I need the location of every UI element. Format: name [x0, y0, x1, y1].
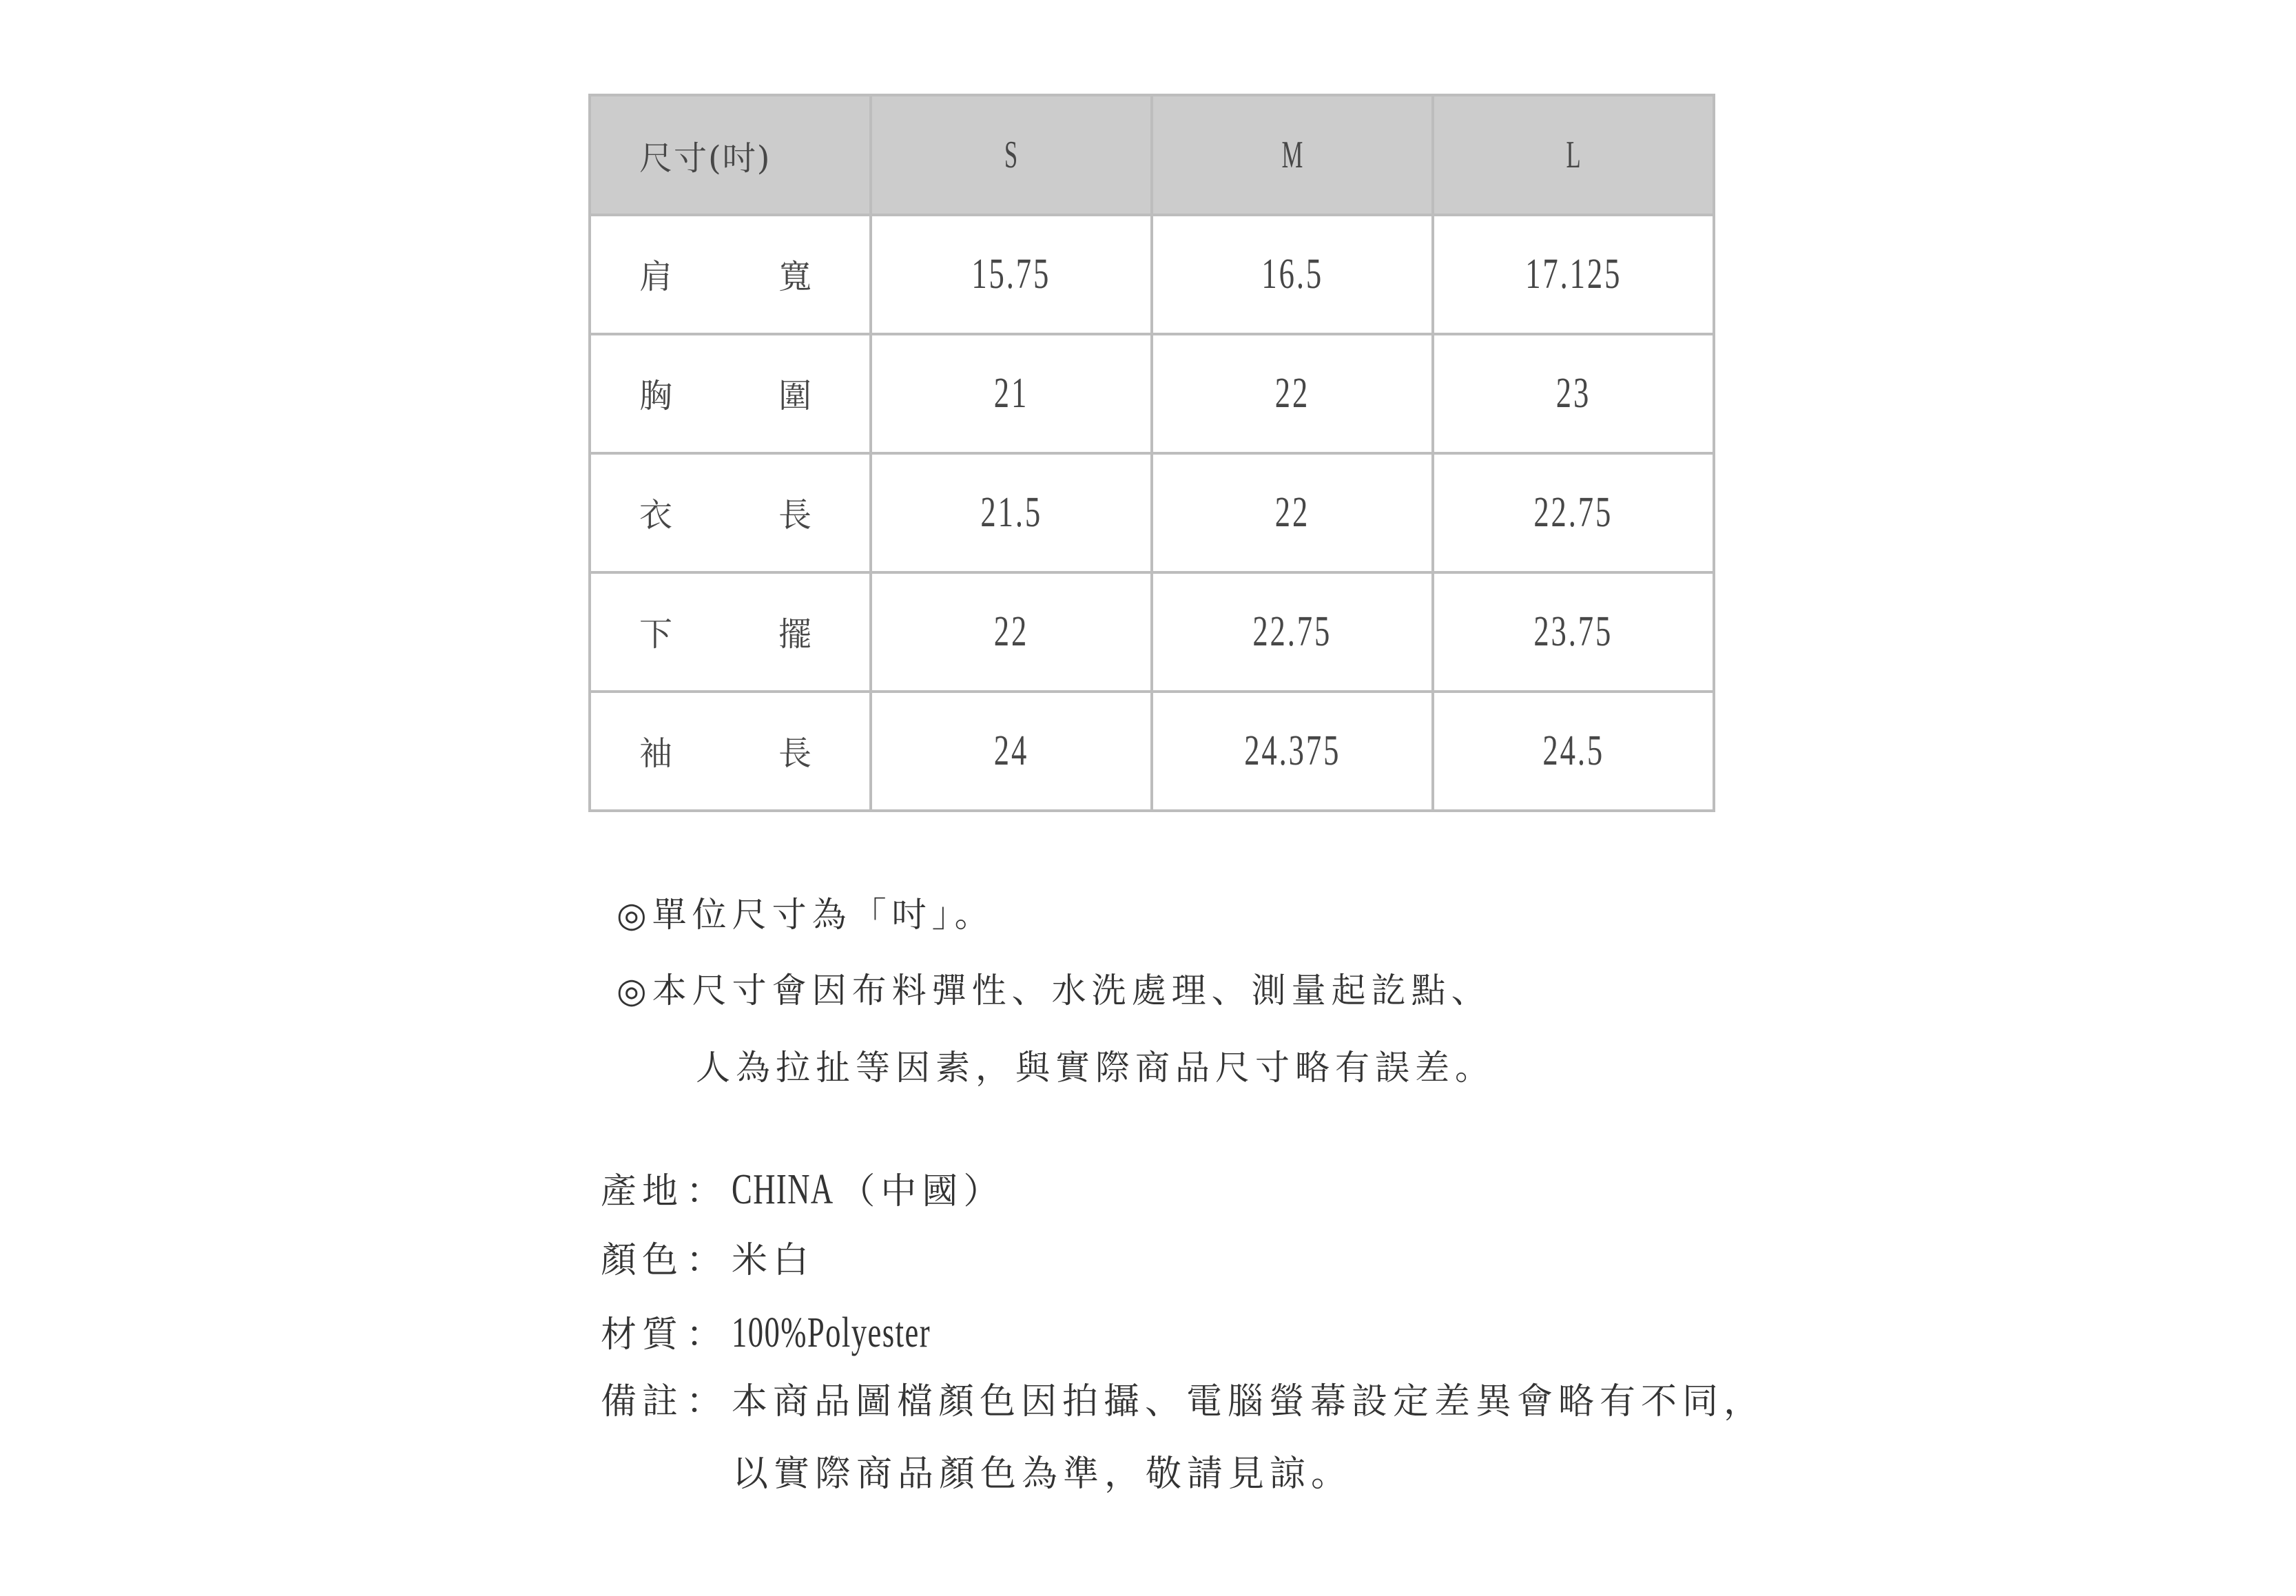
- spec-remark: [601, 1380, 1765, 1423]
- spec-material: [601, 1309, 1008, 1356]
- cell-value-m: [1152, 334, 1433, 453]
- value-text: 16.5: [1261, 251, 1323, 298]
- cell-value-l: [1433, 215, 1714, 334]
- row-label: [590, 692, 871, 811]
- value-text: 22.75: [1533, 489, 1613, 536]
- cell-value-l: [1433, 453, 1714, 572]
- spec-remark-key: 備註: [601, 1381, 684, 1422]
- spec-colon: ：: [686, 1314, 728, 1356]
- note-variance-line-2: 人為拉扯等因素，與實際商品尺寸略有誤差。: [696, 1048, 1495, 1088]
- spec-colon: ：: [686, 1171, 728, 1212]
- value-text: 22: [993, 608, 1029, 655]
- spec-origin-key: 產地: [601, 1171, 684, 1212]
- value-text: 21: [993, 370, 1029, 417]
- row-label-char-1: 肩: [639, 257, 673, 296]
- row-label: [590, 453, 871, 572]
- value-text: 17.125: [1524, 251, 1622, 298]
- spec-colon: ：: [686, 1381, 728, 1422]
- table-header-row: [590, 95, 1714, 215]
- value-text: 15.75: [971, 251, 1051, 298]
- value-text: 24.375: [1243, 727, 1341, 774]
- value-text: 21.5: [980, 489, 1042, 536]
- spec-color-key: 顏色: [601, 1240, 684, 1281]
- row-label-char-1: 下: [639, 614, 673, 654]
- row-label: [590, 572, 871, 692]
- header-size-l: [1433, 95, 1714, 215]
- spec-origin-value-cjk: （中國）: [839, 1171, 1005, 1212]
- header-size-s: [871, 95, 1152, 215]
- spec-material-value: 100%Polyester: [732, 1309, 931, 1356]
- cell-value-l: [1433, 572, 1714, 692]
- row-label-char-2: 圍: [778, 376, 812, 415]
- table-row-body-length: [590, 453, 1714, 572]
- spec-color: [601, 1239, 814, 1282]
- spec-remark-continuation: [732, 1453, 1352, 1495]
- note-unit: ◎單位尺寸為「吋」。: [617, 895, 995, 935]
- spec-remark-line-2: 以實際商品顏色為準，敬請見諒。: [732, 1453, 1353, 1495]
- table-row-hem: [590, 572, 1714, 692]
- row-label-char-1: 衣: [639, 495, 673, 535]
- size-l-label: L: [1566, 134, 1581, 176]
- cell-value-s: [871, 334, 1152, 453]
- spec-material-key: 材質: [601, 1314, 684, 1356]
- value-text: 23.75: [1533, 608, 1613, 655]
- row-label: [590, 334, 871, 453]
- spec-origin-value-latin: CHINA: [732, 1166, 834, 1213]
- row-label-char-2: 長: [778, 495, 812, 535]
- cell-value-l: [1433, 334, 1714, 453]
- cell-value-m: [1152, 692, 1433, 811]
- cell-value-s: [871, 692, 1152, 811]
- value-text: 23: [1555, 370, 1591, 417]
- spec-color-value: 米白: [732, 1240, 815, 1281]
- size-s-label: S: [1004, 134, 1018, 176]
- value-text: 22: [1274, 370, 1310, 417]
- table-row-sleeve-length: [590, 692, 1714, 811]
- cell-value-s: [871, 215, 1152, 334]
- cell-value-m: [1152, 572, 1433, 692]
- note-variance-line-1: ◎本尺寸會因布料彈性、水洗處理、測量起訖點、: [617, 971, 1491, 1011]
- spec-colon: ：: [686, 1240, 728, 1281]
- row-label-char-1: 胸: [639, 376, 673, 415]
- table-row-chest: [590, 334, 1714, 453]
- value-text: 22.75: [1252, 608, 1332, 655]
- size-m-label: M: [1281, 134, 1303, 176]
- cell-value-l: [1433, 692, 1714, 811]
- cell-value-s: [871, 453, 1152, 572]
- cell-value-m: [1152, 453, 1433, 572]
- row-label-char-2: 寬: [778, 257, 812, 296]
- spec-origin: [601, 1168, 1004, 1213]
- value-text: 22: [1274, 489, 1310, 536]
- size-chart-table: [588, 94, 1715, 812]
- row-label-char-1: 袖: [639, 734, 673, 773]
- row-label-char-2: 長: [778, 734, 812, 773]
- header-size-m: [1152, 95, 1433, 215]
- header-size-unit: 尺寸(吋): [590, 95, 871, 215]
- row-label: [590, 215, 871, 334]
- value-text: 24.5: [1542, 727, 1604, 774]
- cell-value-m: [1152, 215, 1433, 334]
- row-label-char-2: 擺: [778, 614, 812, 654]
- spec-remark-line-1: 本商品圖檔顏色因拍攝、電腦螢幕設定差異會略有不同，: [732, 1381, 1766, 1422]
- value-text: 24: [993, 727, 1029, 774]
- cell-value-s: [871, 572, 1152, 692]
- table-row-shoulder-width: [590, 215, 1714, 334]
